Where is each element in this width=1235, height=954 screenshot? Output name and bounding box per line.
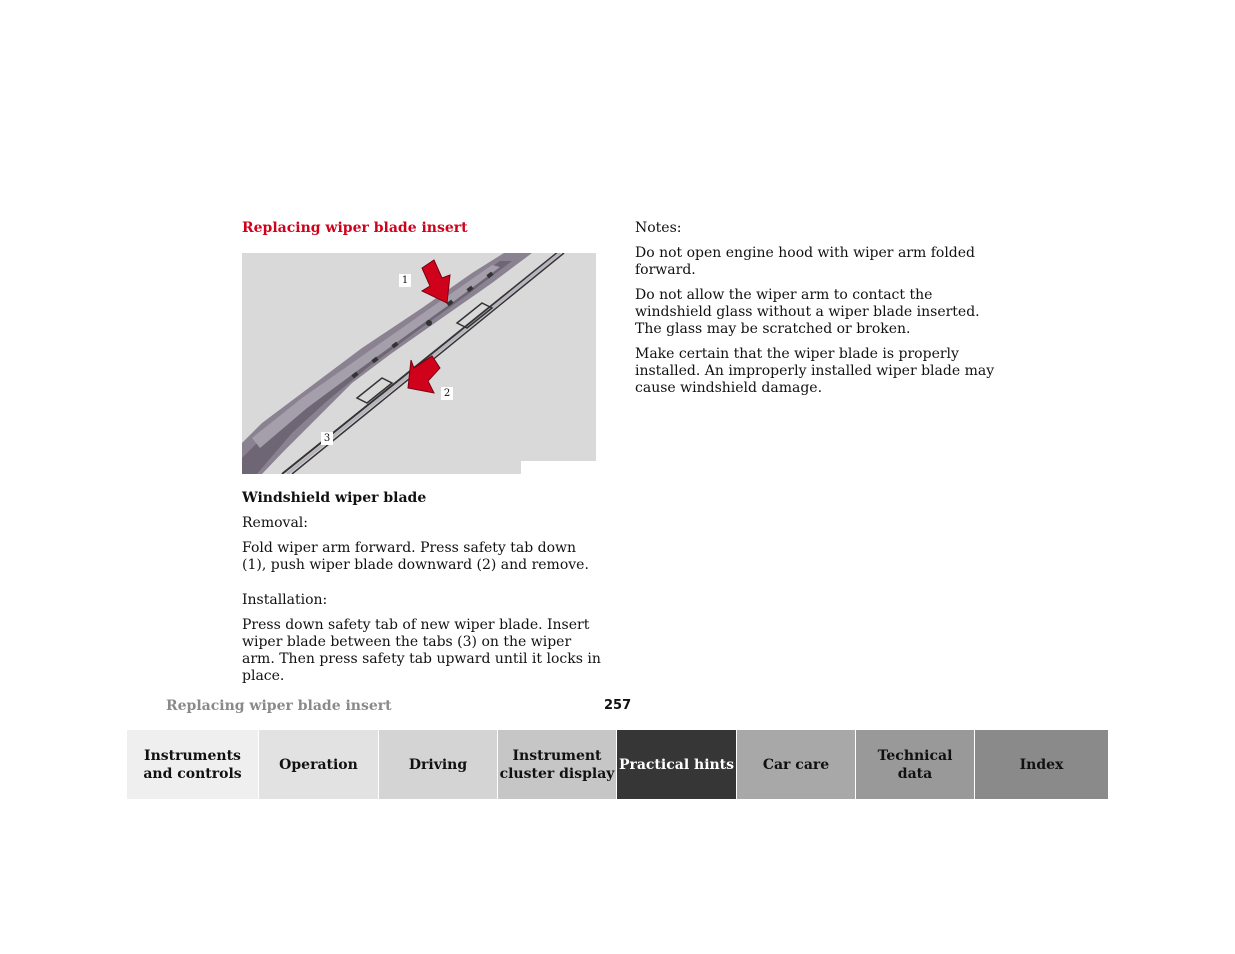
note-item: Do not allow the wiper arm to contact the windshield glass without a wiper blade inserted. The glass may be scratched or broken. [635, 287, 980, 337]
wiper-heading: Windshield wiper blade [242, 490, 427, 506]
footer-section-title: Replacing wiper blade insert [166, 698, 392, 714]
removal-text: Fold wiper arm forward. Press safety tab down (1), push wiper blade downward (2) and remove. [242, 540, 589, 573]
note-item: Do not open engine hood with wiper arm folded forward. [635, 245, 976, 278]
tab-driving[interactable]: Driving [379, 730, 498, 799]
removal-label: Removal: [242, 515, 308, 531]
notes-section [635, 220, 1005, 405]
tab-technical-data[interactable]: Technical data [856, 730, 975, 799]
notes-label: Notes: [635, 220, 682, 236]
page-number: 257 [604, 698, 632, 713]
tab-instruments-and-controls[interactable]: Instruments and controls [127, 730, 259, 799]
section-title: Replacing wiper blade insert [242, 220, 468, 236]
figure-label-2: 2 [441, 387, 453, 400]
note-item: Make certain that the wiper blade is properly installed. An improperly installed wiper blade may cause windshield damage. [635, 346, 995, 396]
wiper-instructions [242, 490, 602, 693]
tab-car-care[interactable]: Car care [737, 730, 856, 799]
wiper-blade-illustration [242, 253, 596, 474]
chapter-nav [127, 730, 1108, 799]
tab-practical-hints[interactable]: Practical hints [617, 730, 737, 799]
tab-index[interactable]: Index [975, 730, 1108, 799]
installation-text: Press down safety tab of new wiper blade. Insert wiper blade between the tabs (3) on the wiper arm. Then press safety tab upward until it locks in place. [242, 617, 601, 684]
figure-label-3: 3 [321, 432, 333, 445]
wiper-illustration-svg [242, 253, 596, 474]
tab-instrument-cluster-display[interactable]: Instrument cluster display [498, 730, 617, 799]
installation-label: Installation: [242, 592, 328, 608]
figure-label-1: 1 [399, 274, 411, 287]
tab-operation[interactable]: Operation [259, 730, 379, 799]
